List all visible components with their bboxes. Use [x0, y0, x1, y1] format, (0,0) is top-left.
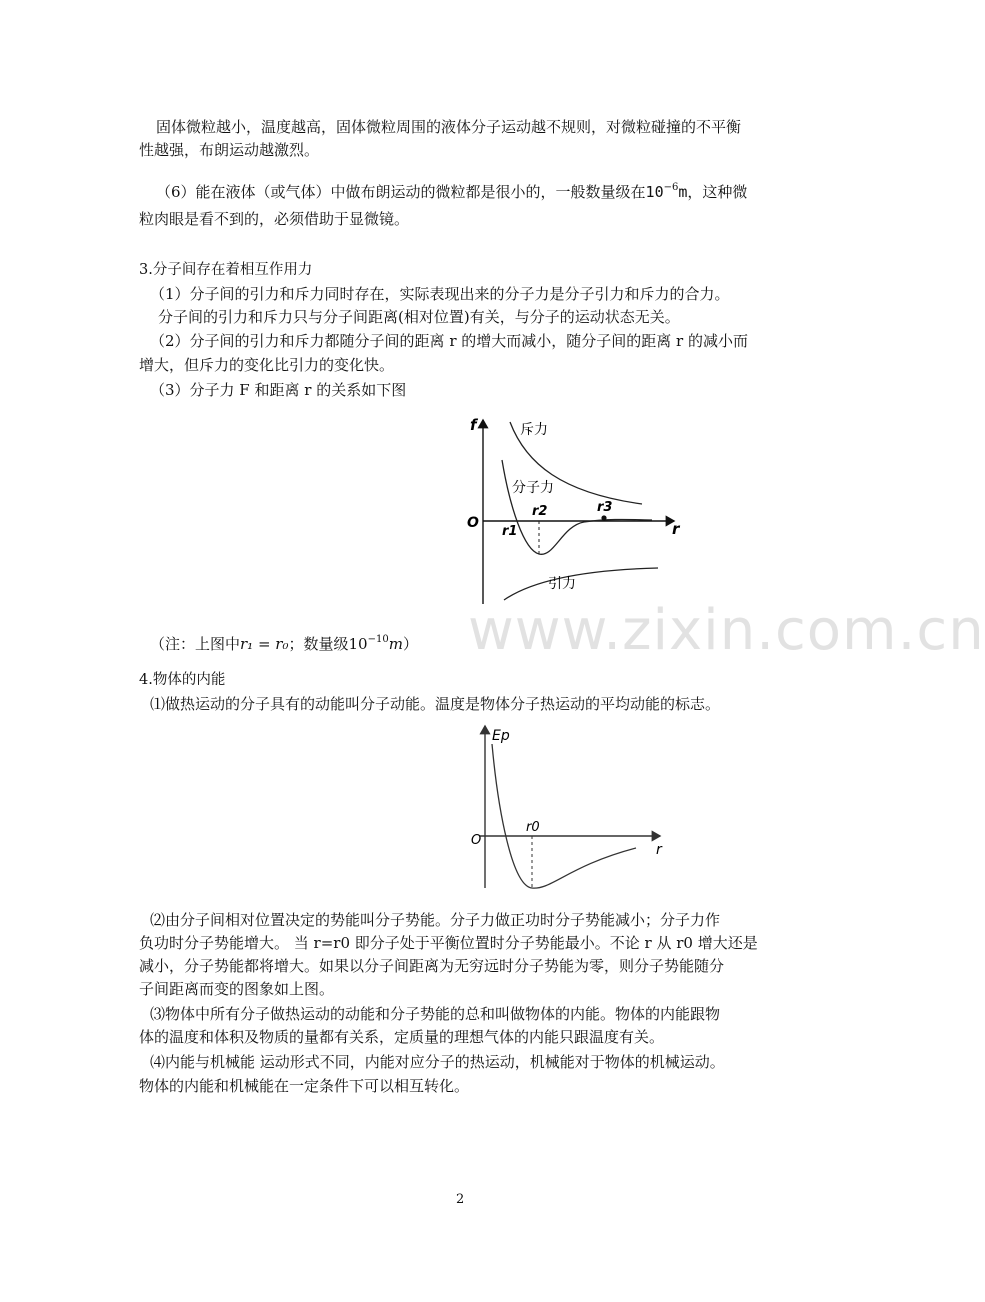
note-formula: r₁ = r₀ — [240, 635, 289, 653]
power-exponent: −10 — [367, 634, 389, 645]
list-item: 分子间的引力和斥力只与分子间距离(相对位置)有关，与分子的运动状态无关。 — [158, 308, 680, 326]
list-item: （1）分子间的引力和斥力同时存在，实际表现出来的分子力是分子引力和斥力的合力。 — [150, 285, 730, 303]
paragraph-line: 粒肉眼是看不到的，必须借助于显微镜。 — [139, 210, 410, 228]
molecular-force-curve — [502, 460, 652, 554]
force-distance-figure — [452, 408, 692, 610]
y-axis-label: Ep — [492, 728, 510, 744]
paragraph-line: 固体微粒越小，温度越高，固体微粒周围的液体分子运动越不规则，对微粒碰撞的不平衡 — [156, 118, 742, 136]
attraction-label: 引力 — [548, 576, 576, 592]
paragraph-line: 性越强，布朗运动越激烈。 — [139, 141, 320, 159]
power-exponent: −6 — [663, 182, 679, 193]
attraction-curve — [504, 568, 658, 600]
unit: m — [388, 635, 403, 653]
watermark: www.zixin.com.cn — [468, 598, 985, 663]
origin-label: O — [467, 515, 479, 531]
list-item: ⑵由分子间相对位置决定的势能叫分子势能。分子力做正功时分子势能减小；分子力作 — [150, 911, 721, 929]
molecular-force-label: 分子力 — [512, 480, 554, 496]
r3-point — [601, 515, 606, 520]
list-item: ⑴做热运动的分子具有的动能叫分子动能。温度是物体分子热运动的平均动能的标志。 — [150, 695, 721, 713]
section-heading: 4.物体的内能 — [139, 672, 226, 688]
paragraph-text: （6）能在液体（或气体）中做布朗运动的微粒都是很小的，一般数量级在 — [156, 183, 646, 201]
figure-note — [150, 630, 418, 654]
note-text: （注：上图中 — [150, 635, 241, 653]
list-item: 子间距离而变的图象如上图。 — [139, 980, 335, 998]
list-item: ⑶物体中所有分子做热运动的动能和分子势能的总和叫做物体的内能。物体的内能跟物 — [150, 1005, 721, 1023]
x-axis-label: r — [672, 520, 680, 538]
unit: m — [678, 183, 688, 201]
y-axis-label: f — [470, 416, 477, 434]
list-item: 物体的内能和机械能在一定条件下可以相互转化。 — [139, 1077, 470, 1095]
origin-label: O — [471, 833, 482, 848]
note-text: ；数量级 — [288, 635, 349, 653]
repulsion-label: 斥力 — [520, 422, 548, 438]
r0-label: r0 — [526, 820, 540, 835]
potential-curve — [492, 744, 636, 888]
r2-label: r2 — [532, 504, 548, 519]
list-item: 减小，分子势能都将增大。如果以分子间距离为无穷远时分子势能为零，则分子势能随分 — [139, 957, 725, 975]
list-item: 增大，但斥力的变化比引力的变化快。 — [139, 356, 395, 374]
power-base: 10 — [645, 183, 664, 201]
power-base: 10 — [348, 635, 368, 653]
list-item: ⑷内能与机械能 运动形式不同，内能对应分子的热运动，机械能对于物体的机械运动。 — [150, 1053, 725, 1071]
r1-label: r1 — [502, 524, 518, 539]
paragraph-line — [156, 178, 747, 202]
list-item: （2）分子间的引力和斥力都随分子间的距离 r 的增大而减小，随分子间的距离 r 的减小而 — [150, 332, 748, 350]
list-item: 负功时分子势能增大。 当 r=r0 即分子处于平衡位置时分子势能最小。不论 r 从 r0 增大还是 — [139, 934, 758, 952]
r3-label: r3 — [597, 500, 613, 515]
paragraph-text: ，这种微 — [687, 183, 748, 201]
section-heading: 3.分子间存在着相互作用力 — [139, 262, 313, 278]
list-item: （3）分子力 F 和距离 r 的关系如下图 — [150, 381, 407, 399]
page-number: 2 — [456, 1192, 465, 1207]
list-item: 体的温度和体积及物质的量都有关系，定质量的理想气体的内能只跟温度有关。 — [139, 1028, 665, 1046]
potential-energy-figure — [468, 720, 678, 892]
x-axis-label: r — [656, 842, 662, 858]
note-text: ） — [402, 635, 418, 653]
